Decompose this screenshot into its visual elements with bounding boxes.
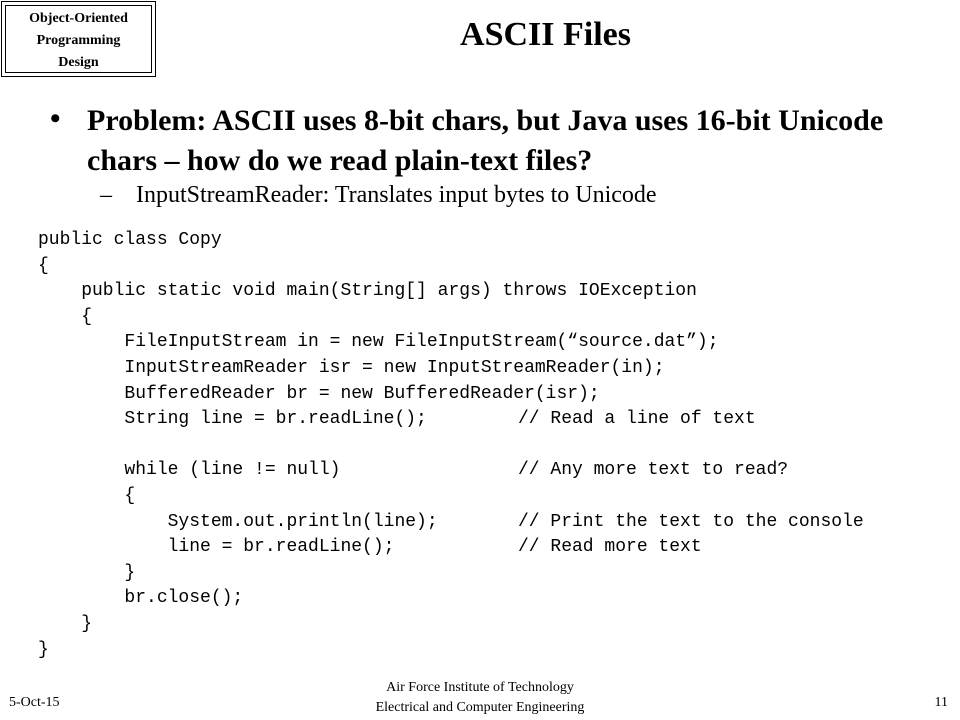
page-number: 11: [934, 695, 948, 710]
footer-department-line: Electrical and Computer Engineering: [375, 700, 585, 715]
code-line: [38, 433, 719, 459]
dash-icon: –: [100, 182, 112, 208]
slide-title: ASCII Files: [460, 16, 631, 53]
code-line: [38, 535, 719, 561]
bullet-icon: •: [50, 102, 61, 135]
code-statement: System.out.println(line);: [38, 511, 438, 532]
code-statement: br.close();: [38, 588, 244, 609]
code-line: [38, 254, 719, 280]
code-statement: {: [38, 255, 49, 276]
code-line: [38, 279, 719, 305]
code-statement: line = br.readLine();: [38, 537, 395, 558]
code-statement: public static void main(String[] args) throws IOException: [38, 281, 697, 302]
code-line: [38, 638, 719, 664]
code-statement: FileInputStream in = new FileInputStream(“source.dat”);: [38, 332, 719, 353]
footer-date: 5-Oct-15: [9, 695, 60, 710]
code-block: [38, 228, 864, 663]
code-statement: public class Copy: [38, 230, 222, 250]
code-statement: }: [38, 639, 49, 660]
code-line: [38, 484, 719, 510]
code-statement: String line = br.readLine();: [38, 409, 427, 430]
code-statement: }: [38, 562, 136, 583]
code-line: [38, 510, 864, 536]
course-title-line: Object-Oriented: [29, 11, 128, 26]
sub-bullet-text: InputStreamReader: Translates input bytes to Unicode: [136, 182, 657, 208]
code-comment: // Print the text to the console: [518, 511, 864, 532]
code-line: [38, 305, 719, 331]
code-line: [38, 407, 756, 433]
code-line: [38, 228, 719, 254]
code-statement: {: [38, 306, 93, 327]
code-line: [38, 382, 719, 408]
course-title-line: Design: [58, 55, 99, 70]
code-statement: while (line != null): [38, 460, 341, 481]
code-statement: {: [38, 485, 136, 506]
code-statement: }: [38, 613, 93, 634]
bullet-text: Problem: ASCII uses 8-bit chars, but Java uses 16-bit Unicode chars – how do we read plain-text files?: [87, 104, 884, 177]
code-line: [38, 586, 719, 612]
code-statement: BufferedReader br = new BufferedReader(isr);: [38, 383, 600, 404]
code-line: [38, 561, 719, 587]
code-line: [38, 330, 719, 356]
code-comment: // Read more text: [518, 537, 702, 558]
code-line: [38, 356, 719, 382]
code-statement: InputStreamReader isr = new InputStreamReader(in);: [38, 357, 665, 378]
code-comment: // Read a line of text: [518, 409, 756, 430]
code-comment: // Any more text to read?: [518, 460, 789, 481]
code-line: [38, 458, 789, 484]
course-title-line: Programming: [36, 33, 121, 48]
code-line: [38, 612, 719, 638]
footer-institution-line: Air Force Institute of Technology: [386, 680, 574, 695]
footer-institution: [0, 678, 960, 718]
